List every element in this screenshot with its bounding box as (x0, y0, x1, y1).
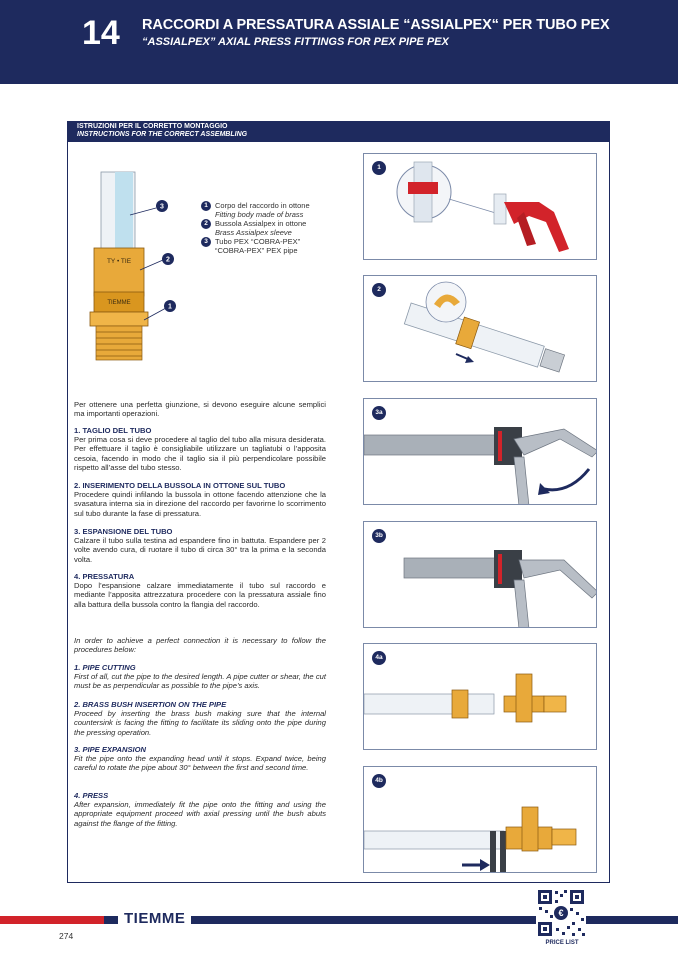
legend-text-en: “COBRA-PEX” PEX pipe (215, 246, 298, 255)
legend-text-en: Fitting body made of brass (215, 210, 304, 219)
callout-2-label: 2 (166, 256, 170, 264)
step-text-en-1: First of all, cut the pipe to the desired length. A pipe cutter or shear, the cut must be as perpendicular as possible to the pipe’s axis. (74, 672, 326, 691)
legend-number: 3 (201, 237, 211, 247)
expander-open-illustration (364, 399, 597, 505)
illustration-step-3a (363, 398, 597, 505)
legend-number: 1 (201, 201, 211, 211)
step-badge-4a: 4a (372, 651, 386, 665)
step-text-en-2: Proceed by inserting the brass bush making sure that the internal countersink is facing the fitting to facilitate its sliding onto the pipe during the pressing operation. (74, 709, 326, 737)
panel-title-english: INSTRUCTIONS FOR THE CORRECT ASSEMBLING (77, 131, 248, 138)
illustration-step-3b (363, 521, 597, 628)
sleeve-insertion-illustration (364, 276, 597, 382)
fitting-hex-shape (90, 312, 148, 326)
illustration-step-2 (363, 275, 597, 382)
step-title-it-2: 2. INSERIMENTO DELLA BUSSOLA IN OTTONE SUL TUBO (74, 481, 286, 490)
illustration-step-1 (363, 153, 597, 260)
price-list-qr-code[interactable] (536, 888, 586, 938)
fitting-thread-shape (96, 326, 142, 360)
fitting-insertion-illustration (364, 644, 597, 750)
step-title-it-1: 1. TAGLIO DEL TUBO (74, 426, 152, 435)
illustration-step-4a (363, 643, 597, 750)
callout-3-label: 3 (160, 203, 164, 211)
step-badge-3b: 3b (372, 529, 386, 543)
fitting-mark-bottom: TIEMME (107, 300, 131, 306)
step-text-it-1: Per prima cosa si deve procedere al taglio del tubo alla misura desiderata. Per effettuare il taglio è consigliabile utilizzare un tagliatubi o l’apposita cesoia, facendo in modo che il taglio sia il più perpendicolare possibile rispetto all’asse del tubo stesso. (74, 435, 326, 473)
axial-press-illustration (364, 767, 597, 873)
panel-title-italian: ISTRUZIONI PER IL CORRETTO MONTAGGIO (77, 123, 228, 130)
page-title-italian: RACCORDI A PRESSATURA ASSIALE “ASSIALPEX“ PER TUBO PEX (142, 17, 610, 33)
chapter-number: 14 (82, 14, 120, 52)
illustration-step-4b (363, 766, 597, 873)
fitting-mark-top: TY • TIE (106, 258, 132, 265)
step-badge-4b: 4b (372, 774, 386, 788)
step-badge-2: 2 (372, 283, 386, 297)
legend-text-it: Bussola Assialpex in ottone (215, 219, 307, 228)
legend-number: 2 (201, 219, 211, 229)
footer-accent (0, 916, 104, 924)
step-title-en-3: 3. PIPE EXPANSION (74, 745, 147, 754)
intro-text-en: In order to achieve a perfect connection it is necessary to follow the procedures below: (74, 636, 326, 655)
legend-text-it: Tubo PEX “COBRA-PEX” (215, 237, 301, 246)
price-list-label: PRICE LIST (545, 940, 579, 946)
page-number: 274 (59, 931, 74, 941)
step-text-it-3: Calzare il tubo sulla testina ad espandere fino in battuta. Espandere per 2 volte avendo cura, di ruotare il tubo di circa 30° tra la prima e la seconda volta. (74, 536, 326, 564)
step-text-en-4: After expansion, immediately fit the pipe onto the fitting and using the appropriate equipment proceed with axial pressing until the bush abuts against the flange of the fitting. (74, 800, 326, 828)
callout-1-label: 1 (168, 303, 172, 311)
euro-icon: € (558, 908, 564, 918)
step-text-it-2: Procedere quindi infilando la bussola in ottone facendo attenzione che la svasatura interna sia in direzione del raccordo per favorirne lo scorrimento sul tubo durante la fase di pressatura. (74, 490, 326, 518)
step-badge-3a: 3a (372, 406, 386, 420)
legend-text-it: Corpo del raccordo in ottone (215, 201, 310, 210)
brand-logo: TIEMME (118, 910, 191, 927)
step-title-en-1: 1. PIPE CUTTING (74, 663, 136, 672)
step-title-en-4: 4. PRESS (74, 791, 109, 800)
step-text-en-3: Fit the pipe onto the expanding head until it stops. Expand twice, being careful to rotate the pipe about 30° between the first and second time. (74, 754, 326, 773)
page-title-english: “ASSIALPEX” AXIAL PRESS FITTINGS FOR PEX PIPE PEX (142, 36, 449, 48)
brass-sleeve-shape (94, 248, 144, 296)
legend-text-en: Brass Assialpex sleeve (215, 228, 292, 237)
intro-text-it: Per ottenere una perfetta giunzione, si devono eseguire alcune semplici ma importanti operazioni. (74, 400, 326, 419)
pipe-cutter-illustration (364, 154, 597, 260)
step-badge-1: 1 (372, 161, 386, 175)
fitting-section-diagram (80, 170, 200, 380)
step-title-it-3: 3. ESPANSIONE DEL TUBO (74, 527, 173, 536)
expander-closed-illustration (364, 522, 597, 628)
step-title-it-4: 4. PRESSATURA (74, 572, 135, 581)
step-title-en-2: 2. BRASS BUSH INSERTION ON THE PIPE (74, 700, 227, 709)
step-text-it-4: Dopo l’espansione calzare immediatamente il tubo sul raccordo e mediante l’apposita attrezzatura procedere con la pressatura assiale fino alla battura della bussola contro la flangia del raccordo. (74, 581, 326, 609)
